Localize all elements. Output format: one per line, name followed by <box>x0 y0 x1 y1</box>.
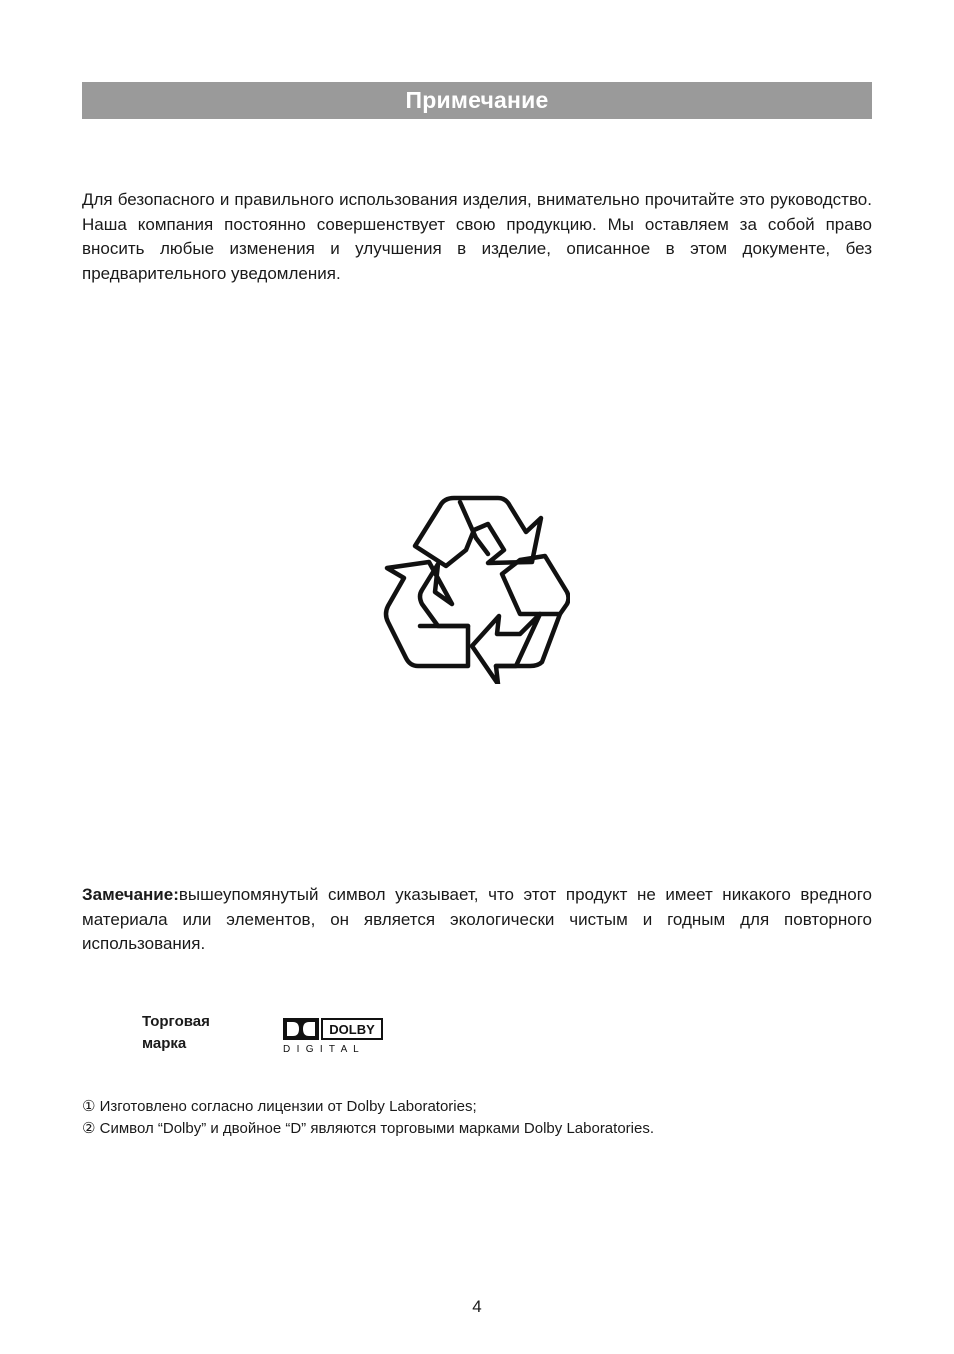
dolby-digital-logo <box>282 1017 384 1055</box>
dolby-word: DOLBY <box>329 1022 375 1037</box>
recycle-icon <box>380 494 570 684</box>
footnotes <box>82 1096 872 1140</box>
footnote-2: ② Символ “Dolby” и двойное “D” являются торговыми марками Dolby Laboratories. <box>82 1120 654 1137</box>
note-label: Замечание: <box>82 885 179 904</box>
trademark-label <box>142 1011 242 1055</box>
trademark-label-line1: Торговая <box>142 1013 210 1030</box>
page-number: 4 <box>472 1297 482 1316</box>
section-title: Примечание <box>405 87 549 113</box>
section-header-bar <box>82 82 872 119</box>
dolby-subword: D I G I T A L <box>283 1044 361 1055</box>
intro-paragraph: Для безопасного и правильного использования изделия, внимательно прочитайте это руководство. Наша компания постоянно совершенствует свою продукцию. Мы оставляем за собой право вносить любые изменения и улучшения в изделие, описанное в этом документе, без предварительного уведомления. <box>82 190 872 283</box>
footnote-1: ① Изготовлено согласно лицензии от Dolby Laboratories; <box>82 1098 477 1115</box>
trademark-label-line2: марка <box>142 1035 187 1052</box>
note-text: вышеупомянутый символ указывает, что этот продукт не имеет никакого вредного материала или элементов, он является экологически чистым и годным для повторного использования. <box>82 885 872 953</box>
note-paragraph <box>82 883 872 957</box>
